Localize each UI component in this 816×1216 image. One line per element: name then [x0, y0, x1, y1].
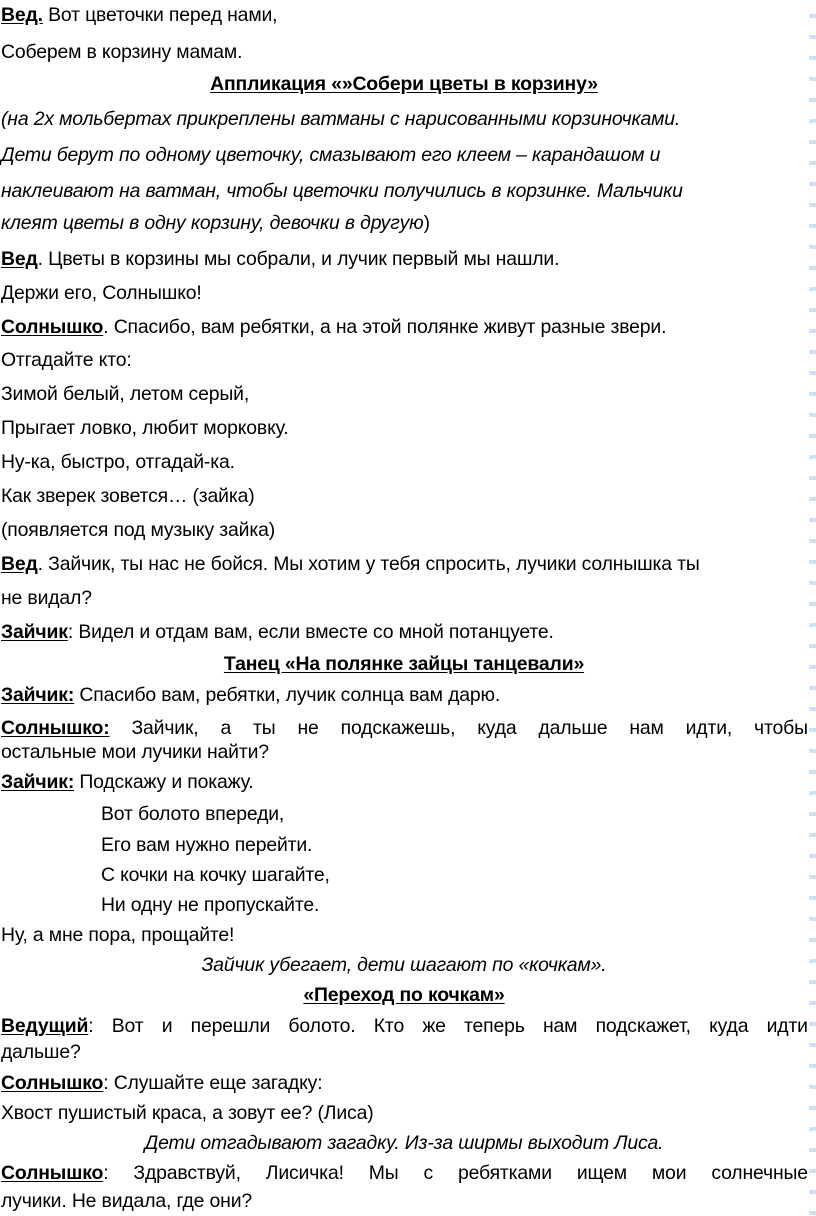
line-text: Ну-ка, быстро, отгадай-ка. — [1, 451, 235, 473]
line-text: остальные мои лучики найти? — [1, 741, 269, 763]
line-text: Прыгает ловко, любит морковку. — [1, 417, 289, 439]
justified-word: дальше — [538, 717, 608, 739]
poem-line: Его вам нужно перейти. — [101, 834, 313, 856]
justified-word: ищем — [576, 1162, 627, 1184]
justified-word: идти, — [685, 717, 733, 739]
line-11 — [1, 348, 132, 372]
line-8 — [1, 247, 559, 271]
speaker-label: Солнышко — [1, 1162, 104, 1184]
line-text: Вот цветочки перед нами, — [42, 4, 278, 26]
justified-word: Лисичка! — [265, 1162, 344, 1184]
line-text: Соберем в корзину мамам. — [1, 41, 243, 63]
speaker-label: Вед — [1, 553, 38, 575]
line-text: : Слушайте еще загадку: — [103, 1072, 323, 1094]
justified-word: болото. — [288, 1015, 356, 1037]
speaker-label: Зайчик: — [1, 684, 75, 706]
speaker-label: Зайчик — [1, 621, 68, 643]
poem-line: С кочки на кочку шагайте, — [101, 864, 330, 886]
justified-word: ребятками — [457, 1162, 552, 1184]
stage-direction: Зайчик убегает, дети шагают по «кочкам». — [201, 954, 607, 976]
section-heading: Аппликация «»Собери цветы в корзину» — [210, 73, 598, 95]
poem-line: Вот болото впереди, — [101, 803, 285, 825]
justified-word: куда — [477, 717, 517, 739]
justified-line — [1, 1014, 808, 1038]
stage-direction-end — [1, 211, 430, 235]
line-text: . Спасибо, вам ребятки, а на этой полянке живут разные звери. — [103, 316, 667, 338]
line-text: лучики. Не видала, где они? — [1, 1190, 253, 1212]
stage-direction: клеят цветы в одну корзину, девочки в другую — [1, 212, 424, 234]
justified-line — [1, 1161, 808, 1185]
line-text: не видал? — [1, 587, 92, 609]
justified-word: же — [422, 1015, 446, 1037]
justified-word: а — [220, 717, 232, 739]
line-text: (появляется под музыку зайка) — [1, 519, 276, 541]
line-15 — [1, 484, 255, 508]
justified-word: с — [423, 1162, 434, 1184]
line-text: лучик солнца вам дарю. — [280, 684, 501, 706]
justified-word: чтобы — [754, 717, 808, 739]
line-38 — [1, 1189, 252, 1213]
justified-word: Здравствуй, — [133, 1162, 241, 1184]
line-text: Отгадайте кто: — [1, 349, 132, 371]
line-24 — [1, 770, 254, 794]
line-19 — [1, 620, 554, 644]
justified-word: солнечные — [711, 1162, 808, 1184]
justified-word: нам — [542, 1015, 578, 1037]
line-text: Как зверек зовется… (зайка) — [1, 485, 255, 507]
line-text: Ну, а мне пора, прощайте! — [1, 924, 235, 946]
line-34 — [1, 1071, 322, 1095]
line-text: . Зайчик, ты нас не бойся. Мы хотим у тебя спросить, лучики солнышка ты — [37, 553, 700, 575]
speaker-label: Ведущий — [1, 1015, 89, 1037]
justified-word: нам — [629, 717, 664, 739]
speaker-label: Вед — [1, 248, 38, 270]
line-16 — [1, 518, 275, 542]
speaker-label: Солнышко — [1, 316, 104, 338]
line-text: Зимой белый, летом серый, — [1, 383, 250, 405]
line-9 — [1, 281, 202, 305]
speaker-label: Солнышко — [1, 1072, 104, 1094]
justified-word: подскажешь, — [340, 717, 456, 739]
line-1 — [1, 3, 277, 27]
stage-direction: Дети берут по одному цветочку, смазывают его клеем – карандашом и — [1, 144, 661, 166]
line-2 — [1, 40, 242, 64]
line-text: дальше? — [1, 1041, 81, 1063]
line-text: Хвост пушистый краса, а зовут ее? (Лиса) — [1, 1102, 374, 1124]
line-text: Подскажу и покажу. — [74, 771, 254, 793]
justified-word: Мы — [368, 1162, 399, 1184]
line-18 — [1, 586, 92, 610]
justified-word: перешли — [190, 1015, 271, 1037]
line-10 — [1, 315, 666, 339]
line-14 — [1, 450, 235, 474]
line-33 — [1, 1040, 81, 1064]
poem-line: Ни одну не пропускайте. — [101, 894, 320, 916]
section-heading: Танец «На полянке зайцы танцевали» — [223, 653, 585, 675]
speaker-group: Ведущий: — [1, 1015, 94, 1037]
line-13 — [1, 416, 288, 440]
justified-word: мои — [651, 1162, 687, 1184]
line-23 — [1, 740, 269, 764]
speaker-label: Солнышко: — [1, 717, 110, 739]
speaker-label: Зайчик: — [1, 771, 75, 793]
line-17 — [1, 552, 700, 576]
justified-word: не — [297, 717, 319, 739]
line-text: Держи его, Солнышко! — [1, 282, 202, 304]
stage-direction: наклеивают на ватман, чтобы цветочки получились в корзинке. Мальчики — [1, 180, 683, 202]
section-heading: «Переход по кочкам» — [303, 984, 505, 1006]
line-21 — [1, 683, 500, 707]
justified-word: куда — [709, 1015, 749, 1037]
justified-word: идти — [766, 1015, 808, 1037]
stage-direction: (на 2х мольбертах прикреплены ватманы с нарисованными корзиночками. — [1, 108, 681, 130]
speaker-label: Вед. — [1, 4, 43, 26]
speaker-group: Солнышко: — [1, 1162, 109, 1184]
line-text: . Цветы в корзины мы собрали, и лучик первый мы нашли. — [37, 248, 560, 270]
page-edge-artifact — [809, 0, 816, 1216]
line-text: ) — [423, 212, 430, 234]
line-text: Спасибо вам, ребятки, — [74, 684, 281, 706]
line-35 — [1, 1101, 374, 1125]
line-text: : Видел и отдам вам, если вместе со мной потанцуете. — [67, 621, 554, 643]
justified-word: и — [161, 1015, 173, 1037]
justified-word: Вот — [111, 1015, 144, 1037]
justified-word: Зайчик, — [131, 717, 199, 739]
justified-line — [1, 716, 808, 740]
line-12 — [1, 382, 249, 406]
justified-word: теперь — [464, 1015, 525, 1037]
justified-word: подскажет, — [595, 1015, 691, 1037]
stage-direction: Дети отгадывают загадку. Из-за ширмы выходит Лиса. — [144, 1132, 664, 1154]
justified-word: Кто — [373, 1015, 405, 1037]
line-29 — [1, 923, 234, 947]
justified-word: ты — [253, 717, 276, 739]
